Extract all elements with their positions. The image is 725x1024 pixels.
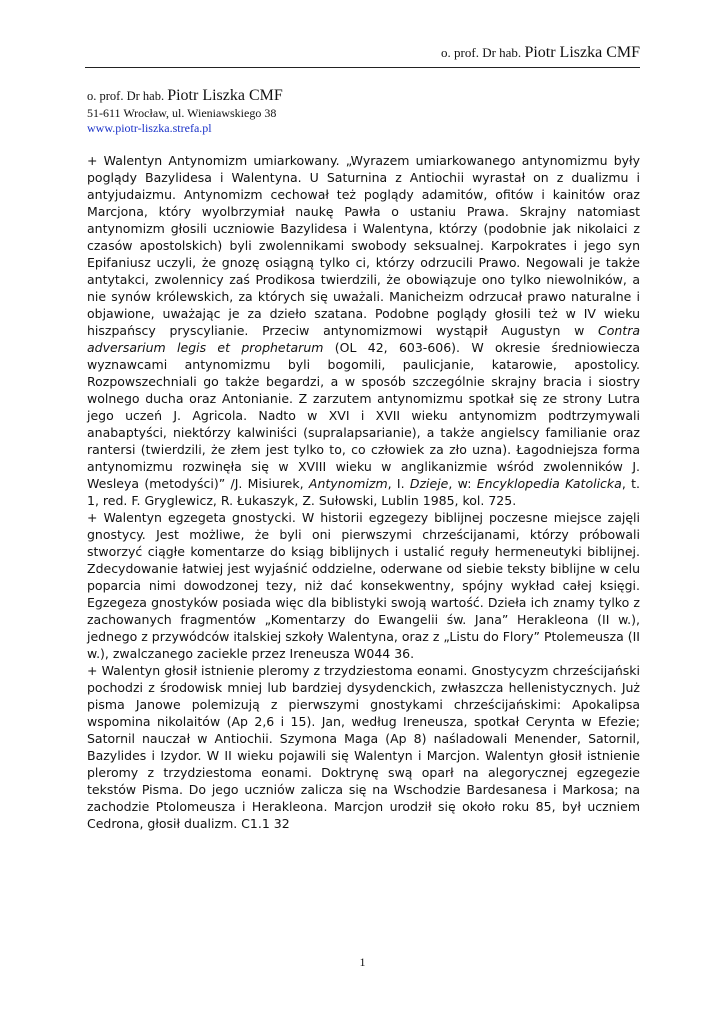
p1-title-encyklopedia: Encyklopedia Katolicka xyxy=(476,476,622,491)
author-name: Piotr Liszka CMF xyxy=(167,87,283,104)
p1-text-2: (OL 42, 603-606). W okresie średniowiecza wyznawcami antynomizmu byli bogomili, paulicjanie, katarowie, apostolicy. Rozpowszechniali go także begardzi, a w sposób szczególnie skrajny bracia i siostry wolnego ducha oraz Antonianie. Z zarzutem antynomizmu spotkał się ze strony Lutra jego uczeń J. Agricola. Nadto w XVI i XVII wieku antynomizm podtrzymywali anabaptyści, niektórzy kalwiniści (supralapsarianie), a także angielscy familianie oraz rantersi (twierdzili, że złem jest tylko to, co człowiek za zło uzna). Łagodniejsza forma antynomizmu rozwinęła się w XVIII wieku w anglikanizmie wśród zwolenników J. Wesleya (metodyści)” /J. Misiurek, xyxy=(87,340,640,491)
p1-title-antynomizm: Antynomizm xyxy=(308,476,388,491)
running-header xyxy=(441,44,640,62)
p1-text-1: + Walentyn Antynomizm umiarkowany. „Wyrazem umiarkowanego antynomizmu były poglądy Bazylidesa i Walentyna. U Saturnina z Antiochii wyrastał on z dualizmu i antyjudaizmu. Antynomizm cechował też poglądy adamitów, ofitów i kainitów oraz Marcjona, który wyolbrzymiał naukę Pawła o ustaniu Prawa. Skrajny natomiast antynomizm głosili uczniowie Bazylidesa i Walentyna, którzy (podobnie jak nikolaici z czasów apostolskich) byli zwolennikami swobody seksualnej. Karpokrates i jego syn Epifaniusz uczyli, że gnozę osiągną tylko ci, którzy odrzucili Prawo. Negowali je także antytakci, zwolennicy zaś Prodikosa twierdzili, że obowiązuje ono tylko niewolników, a nie synów królewskich, za których się uważali. Manicheizm odrzucał prawo naturalne i objawione, uważając je za dzieło szatana. Podobne poglądy głosili też w IV wieku hiszpańscy pryscylianie. Przeciw antynomizmowi wystąpił Augustyn w xyxy=(87,153,640,338)
author-prefix: o. prof. Dr hab. xyxy=(87,89,165,103)
p1-text-3: , I. xyxy=(387,476,410,491)
paragraph-antynomizm xyxy=(87,152,640,509)
p1-text-5: , t. 1, red. F. Gryglewicz, R. Łukaszyk, Z. Sułowski, Lublin 1985, kol. 725. xyxy=(87,476,640,508)
author-address: 51-611 Wrocław, ul. Wieniawskiego 38 xyxy=(87,106,277,120)
p1-text-4: , w: xyxy=(448,476,477,491)
page-number: 1 xyxy=(359,955,366,969)
header-rule xyxy=(85,67,640,68)
p1-title-contra: Contra adversarium legis et prophetarum xyxy=(87,323,640,355)
running-header-prefix: o. prof. Dr hab. xyxy=(441,45,522,60)
paragraph-pleroma: + Walentyn głosił istnienie pleromy z trzydziestoma eonami. Gnostycyzm chrześcijański pochodzi z środowisk mniej lub bardziej dysydenckich, zwłaszcza hellenistycznych. Już pisma Janowe polemizują z pierwszymi gnostykami chrześcijańskimi: Apokalipsa wspomina nikolaitów (Ap 2,6 i 15). Jan, według Ireneusza, spotkał Cerynta w Efezie; Satornil nauczał w Antiochii. Szymona Maga (Ap 8) naśladowali Menender, Satornil, Bazylides i Izydor. W II wieku pojawili się Walentyn i Marcjon. Walentyn głosił istnienie pleromy z trzydziestoma eonami. Doktrynę swą oparł na alegorycznej egzegezie tekstów Pisma. Do jego uczniów zalicza się na Wschodzie Bardesanesa i Markosa; na zachodzie Ptolomeusza i Herakleona. Marcjon urodził się około roku 85, był uczniem Cedrona, głosił dualizm. C1.1 32 xyxy=(87,663,640,831)
paragraph-egzegeta: + Walentyn egzegeta gnostycki. W historii egzegezy biblijnej poczesne miejsce zajęli gnostycy. Jest możliwe, że byli oni pierwszymi chrześcijanami, którzy próbowali stworzyć ciągłe komentarze do ksiąg biblijnych i ustalić reguły hermeneutyki biblijnej. Zdecydowanie łatwiej jest wyjaśnić oddzielne, oderwane od siebie teksty biblijne w celu poparcia nimi dowodzonej tezy, niż dać konsekwentny, spójny wykład całej księgi. Egzegeza gnostyków posiada więc dla biblistyki swoją wartość. Dzieła ich znamy tylko z zachowanych fragmentów „Komentarzy do Ewangelii św. Jana” Herakleona (II w.), jednego z przywódców italskiej szkoły Walentyna, oraz z „Listu do Flory” Ptolemeusza (II w.), zwalczanego zaciekle przez Ireneusza W044 36. xyxy=(87,510,640,661)
author-website-link[interactable]: www.piotr-liszka.strefa.pl xyxy=(87,121,212,135)
p1-title-dzieje: Dzieje xyxy=(409,476,449,491)
body-text xyxy=(87,152,640,832)
author-block xyxy=(87,86,283,136)
running-header-name: Piotr Liszka CMF xyxy=(524,44,640,61)
author-name-line xyxy=(87,86,283,106)
